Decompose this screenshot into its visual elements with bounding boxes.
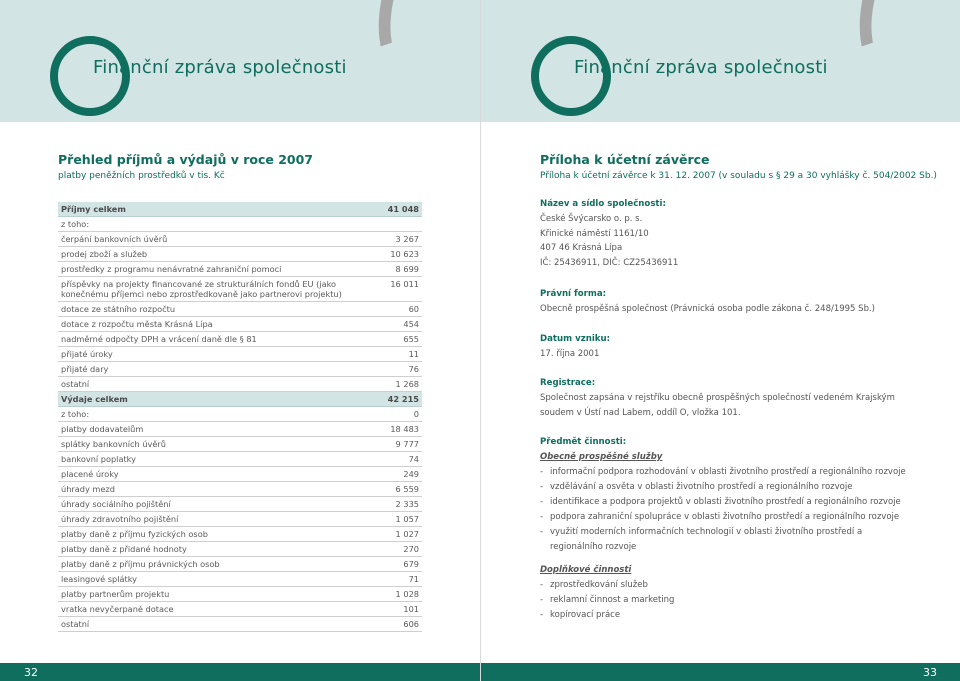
- row-label: bankovní poplatky: [61, 454, 136, 464]
- table-row: [58, 422, 422, 437]
- row-label: platby dodavatelům: [61, 424, 144, 434]
- registration-block: [540, 376, 895, 420]
- row-label: ostatní: [61, 379, 90, 389]
- row-label: prostředky z programu nenávratné zahraniční pomoci: [61, 264, 282, 274]
- table-row: [58, 437, 422, 452]
- row-label: prodej zboží a služeb: [61, 249, 148, 259]
- row-label: dotace z rozpočtu města Krásná Lípa: [61, 319, 213, 329]
- row-label: přijaté úroky: [61, 349, 113, 359]
- header-band: [0, 0, 480, 122]
- legal-form-block: [540, 287, 875, 317]
- page-right: [480, 0, 960, 681]
- table-row: [58, 467, 422, 482]
- activity-extra-label: Doplňkové činnosti: [540, 564, 632, 575]
- company-line: 407 46 Krásná Lípa: [540, 243, 623, 254]
- row-label: příspěvky na projekty financované ze strukturálních fondů EU (jako konečnému příjemci nebo zprostředkovaně jako partnerovi projektu): [61, 279, 342, 299]
- section-title: Příloha k účetní závěrce: [540, 152, 710, 167]
- table-row: [58, 602, 422, 617]
- table-row: [58, 407, 422, 422]
- founded-heading: Datum vzniku:: [540, 334, 611, 344]
- row-label: z toho:: [61, 409, 90, 419]
- row-label: úhrady sociálního pojištění: [61, 499, 171, 509]
- row-value: 101: [403, 604, 419, 614]
- row-value: 249: [403, 469, 419, 479]
- row-value: 1 028: [395, 589, 419, 599]
- row-label: platby daně z přidané hodnoty: [61, 544, 187, 554]
- row-label: úhrady mezd: [61, 484, 115, 494]
- list-item: - podpora zahraniční spolupráce v oblasti životního prostředí a regionálního rozvoje: [540, 510, 940, 525]
- company-line: Křinické náměstí 1161/10: [540, 228, 649, 239]
- header-band: [481, 0, 960, 122]
- row-label: z toho:: [61, 219, 90, 229]
- activity-main-label: Obecně prospěšné služby: [540, 451, 663, 462]
- row-value: 42 215: [387, 394, 419, 404]
- table-row: [58, 202, 422, 217]
- income-expense-table: [58, 202, 422, 632]
- table-row: [58, 317, 422, 332]
- row-value: 71: [408, 574, 419, 584]
- swoosh-decoration: [828, 0, 960, 120]
- registration-heading: Registrace:: [540, 378, 596, 388]
- row-label: leasingové splátky: [61, 574, 138, 584]
- table-row: [58, 452, 422, 467]
- table-row: [58, 247, 422, 262]
- row-value: 1 057: [395, 514, 419, 524]
- header-title: Finanční zpráva společnosti: [574, 57, 828, 78]
- row-value: 454: [403, 319, 419, 329]
- table-row: [58, 482, 422, 497]
- row-value: 8 699: [395, 264, 419, 274]
- activity-extra-list: [540, 578, 940, 623]
- row-value: 76: [408, 364, 419, 374]
- section-subtitle: Příloha k účetní závěrce k 31. 12. 2007 (v souladu s § 29 a 30 vyhlášky č. 504/2002 Sb.): [540, 171, 937, 181]
- company-line: IČ: 25436911, DIČ: CZ25436911: [540, 258, 679, 269]
- table-row: [58, 332, 422, 347]
- row-label: Příjmy celkem: [61, 204, 126, 214]
- row-value: 11: [408, 349, 419, 359]
- table-row: [58, 232, 422, 247]
- row-label: nadměrné odpočty DPH a vrácení daně dle § 81: [61, 334, 257, 344]
- list-item: - vzdělávání a osvěta v oblasti životního prostředí a regionálního rozvoje: [540, 480, 940, 495]
- company-line: České Švýcarsko o. p. s.: [540, 213, 643, 224]
- row-value: 1 268: [395, 379, 419, 389]
- footer-band: [0, 663, 480, 681]
- row-label: Výdaje celkem: [61, 394, 128, 404]
- table-row: [58, 347, 422, 362]
- table-row: [58, 572, 422, 587]
- table-row: [58, 617, 422, 632]
- legal-form-heading: Právní forma:: [540, 289, 607, 299]
- row-value: 18 483: [390, 424, 419, 434]
- footer-band: [481, 663, 960, 681]
- row-value: 2 335: [395, 499, 419, 509]
- row-label: úhrady zdravotního pojištění: [61, 514, 179, 524]
- row-value: 679: [403, 559, 419, 569]
- row-label: platby daně z příjmu právnických osob: [61, 559, 220, 569]
- row-label: platby partnerům projektu: [61, 589, 170, 599]
- activity-main-list: [540, 465, 940, 555]
- row-value: 74: [408, 454, 419, 464]
- swoosh-decoration: [347, 0, 480, 120]
- section-title: Přehled příjmů a výdajů v roce 2007: [58, 152, 314, 167]
- row-label: dotace ze státního rozpočtu: [61, 304, 176, 314]
- table-row: [58, 542, 422, 557]
- activity-heading: Předmět činnosti:: [540, 437, 627, 447]
- row-label: splátky bankovních úvěrů: [61, 439, 166, 449]
- list-item: - zprostředkování služeb: [540, 578, 940, 593]
- table-row: [58, 262, 422, 277]
- row-value: 270: [403, 544, 419, 554]
- table-row: [58, 527, 422, 542]
- row-label: placené úroky: [61, 469, 119, 479]
- table-row: [58, 277, 422, 302]
- activity-block: [540, 435, 940, 623]
- page-number: 33: [923, 666, 937, 679]
- row-label: čerpání bankovních úvěrů: [61, 234, 168, 244]
- company-block: [540, 197, 678, 271]
- list-item: - identifikace a podpora projektů v oblasti životního prostředí a regionálního rozvoje: [540, 495, 940, 510]
- row-value: 1 027: [395, 529, 419, 539]
- table-row: [58, 557, 422, 572]
- table-row: [58, 587, 422, 602]
- company-heading: Název a sídlo společnosti:: [540, 199, 666, 209]
- founded-block: [540, 332, 610, 362]
- row-label: ostatní: [61, 619, 90, 629]
- list-item: - kopírovací práce: [540, 608, 940, 623]
- row-value: 60: [408, 304, 419, 314]
- table-row: [58, 362, 422, 377]
- list-item: - informační podpora rozhodování v oblasti životního prostředí a regionálního rozvoje: [540, 465, 940, 480]
- legal-form-text: Obecně prospěšná společnost (Právnická osoba podle zákona č. 248/1995 Sb.): [540, 303, 875, 314]
- section-subtitle: platby peněžních prostředků v tis. Kč: [58, 171, 225, 181]
- row-value: 6 559: [395, 484, 419, 494]
- table-row: [58, 377, 422, 392]
- table-row: [58, 302, 422, 317]
- row-value: 9 777: [395, 439, 419, 449]
- header-title: Finanční zpráva společnosti: [93, 57, 347, 78]
- registration-line: Společnost zapsána v rejstříku obecně prospěšných společností vedeném Krajským: [540, 392, 895, 403]
- registration-line: soudem v Ústí nad Labem, oddíl O, vložka 101.: [540, 407, 741, 418]
- row-value: 16 011: [390, 279, 419, 289]
- row-value: 3 267: [395, 234, 419, 244]
- page-number: 32: [24, 666, 38, 679]
- row-value: 606: [403, 619, 419, 629]
- table-row: [58, 497, 422, 512]
- row-value: 655: [403, 334, 419, 344]
- founded-text: 17. října 2001: [540, 348, 600, 359]
- table-row: [58, 392, 422, 407]
- list-item: - reklamní činnost a marketing: [540, 593, 940, 608]
- list-item: - využití moderních informačních technologií v oblasti životního prostředí a regionálního rozvoje: [540, 525, 940, 555]
- row-value: 0: [413, 409, 419, 419]
- row-label: přijaté dary: [61, 364, 109, 374]
- table-row: [58, 217, 422, 232]
- row-value: 41 048: [387, 204, 419, 214]
- row-label: platby daně z příjmu fyzických osob: [61, 529, 208, 539]
- row-label: vratka nevyčerpané dotace: [61, 604, 174, 614]
- row-value: 10 623: [390, 249, 419, 259]
- table-row: [58, 512, 422, 527]
